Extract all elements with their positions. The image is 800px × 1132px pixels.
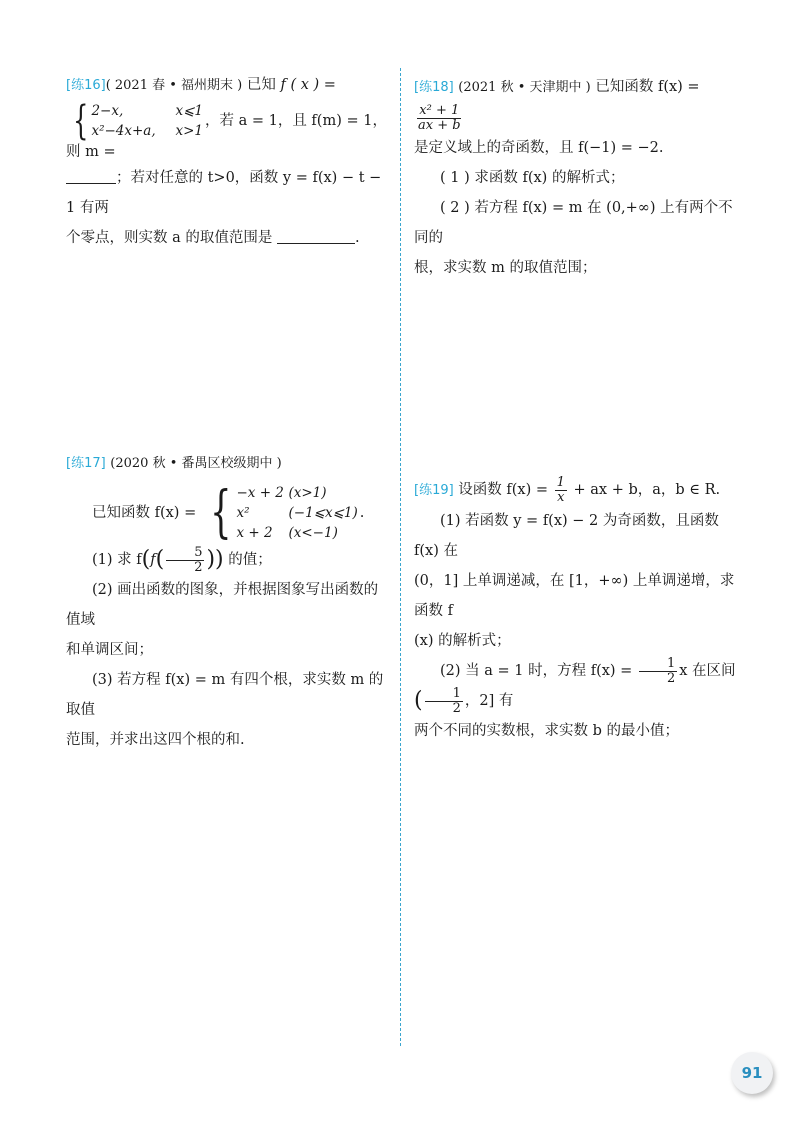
- fraction: [416, 104, 463, 133]
- numerator: 1: [639, 657, 677, 672]
- p16-line3: [66, 163, 388, 223]
- column-divider: [400, 68, 401, 1046]
- question-2: (2) 画出函数的图象，并根据图象写出函数的值域: [66, 582, 379, 628]
- question-2: ( 2 ) 若方程 f(x) = m 在 (0,+∞) 上有两个不同的: [414, 200, 733, 246]
- problem-16: [66, 70, 388, 253]
- text: x 在区间: [679, 663, 736, 679]
- text: .: [354, 230, 360, 246]
- p16-line4: [66, 223, 388, 253]
- question-1-cont: (x) 的解析式；: [414, 633, 511, 649]
- numerator: 1: [425, 687, 463, 702]
- denominator: 2: [194, 559, 203, 575]
- case-condition: (x>1): [288, 485, 327, 501]
- answer-blank: [277, 227, 355, 244]
- question-2-cont: 两个不同的实数根，求实数 b 的最小值；: [414, 723, 679, 739]
- piecewise-function: [203, 480, 358, 545]
- problem-17: [66, 448, 388, 755]
- denominator: x: [557, 489, 565, 505]
- numerator: 5: [166, 546, 204, 561]
- p16-line1: [66, 70, 388, 101]
- problem-tag: [练16]: [66, 78, 106, 93]
- text: 设函数 f(x) =: [458, 482, 549, 498]
- question-2-cont: 和单调区间；: [66, 642, 153, 658]
- text: 已知函数 f(x) =: [92, 505, 197, 521]
- text: 已知函数 f(x) =: [595, 79, 700, 95]
- numerator: x² + 1: [419, 102, 460, 118]
- text: 是定义域上的奇函数，且 f(−1) = −2.: [414, 140, 664, 156]
- fraction: [425, 687, 463, 716]
- answer-blank: [66, 167, 116, 184]
- denominator: ax + b: [418, 117, 461, 133]
- cases: [236, 483, 357, 543]
- question-2-cont: 根，求实数 m 的取值范围；: [414, 260, 597, 276]
- left-brace: {: [209, 480, 232, 545]
- text: f: [150, 552, 156, 568]
- problem-source: (2021 秋 • 天津期中 ): [458, 80, 591, 95]
- question-2: [414, 656, 744, 716]
- question-1: [66, 545, 388, 575]
- question-3-cont: 范围，并求出这四个根的和.: [66, 732, 245, 748]
- text: .: [359, 505, 365, 521]
- p19-line1: [414, 475, 744, 506]
- p17-line1: [66, 448, 388, 479]
- text: ，若 a = 1，且 f(m) = 1，则 m =: [66, 113, 387, 160]
- text: (2) 当 a = 1 时，方程 f(x) =: [440, 663, 633, 679]
- problem-18: [414, 72, 744, 283]
- question-1-cont: (0，1] 上单调递减，在 [1，+∞) 上单调递增，求函数 f: [414, 573, 735, 619]
- p16-line2: [66, 98, 388, 163]
- p18-line1: [414, 72, 744, 133]
- cases: [91, 101, 203, 141]
- p17-function: [66, 480, 388, 545]
- case-condition: (x<−1): [288, 525, 338, 541]
- case-condition: x⩽1: [175, 103, 203, 119]
- paren: (: [155, 547, 165, 572]
- text: 个零点，则实数 a 的取值范围是: [66, 230, 273, 246]
- problem-19: [414, 475, 744, 746]
- page-number: 91: [731, 1052, 773, 1094]
- problem-source: ( 2021 春 • 福州期末 ): [105, 78, 243, 93]
- denominator: 2: [452, 700, 461, 716]
- case-expression: −x + 2: [236, 485, 284, 501]
- function-def: f ( x ) =: [280, 77, 336, 93]
- denominator: 2: [666, 670, 676, 686]
- case-expression: x²−4x+a,: [91, 123, 156, 139]
- paren: )): [206, 547, 224, 572]
- left-brace: {: [73, 98, 89, 144]
- question-3: (3) 若方程 f(x) = m 有四个根，求实数 m 的取值: [66, 672, 384, 718]
- piecewise-function: [68, 98, 203, 144]
- text: ；若对任意的 t>0，函数 y = f(x) − t − 1 有两: [66, 170, 382, 216]
- question-1: ( 1 ) 求函数 f(x) 的解析式；: [440, 170, 625, 186]
- fraction: [166, 546, 204, 575]
- case-expression: x + 2: [236, 525, 273, 541]
- text: 已知: [246, 77, 281, 93]
- numerator: 1: [556, 474, 565, 490]
- case-condition: x>1: [175, 123, 203, 139]
- text: 的值；: [228, 552, 272, 568]
- fraction: [639, 657, 677, 686]
- case-expression: x²: [236, 505, 250, 521]
- problem-source: (2020 秋 • 番禺区校级期中 ): [110, 456, 282, 471]
- problem-tag: [练17]: [66, 456, 106, 471]
- paren: (: [141, 547, 151, 572]
- paren: (: [414, 688, 423, 713]
- text: ，2] 有: [464, 693, 514, 709]
- fraction: [555, 476, 567, 505]
- text: (1) 求 f: [92, 552, 142, 568]
- text: + ax + b，a，b ∈ R.: [573, 482, 721, 498]
- case-expression: 2−x,: [91, 103, 124, 119]
- question-1: (1) 若函数 y = f(x) − 2 为奇函数，且函数 f(x) 在: [414, 513, 719, 559]
- case-condition: (−1⩽x⩽1): [288, 505, 358, 521]
- problem-tag: [练19]: [414, 483, 454, 498]
- problem-tag: [练18]: [414, 80, 454, 95]
